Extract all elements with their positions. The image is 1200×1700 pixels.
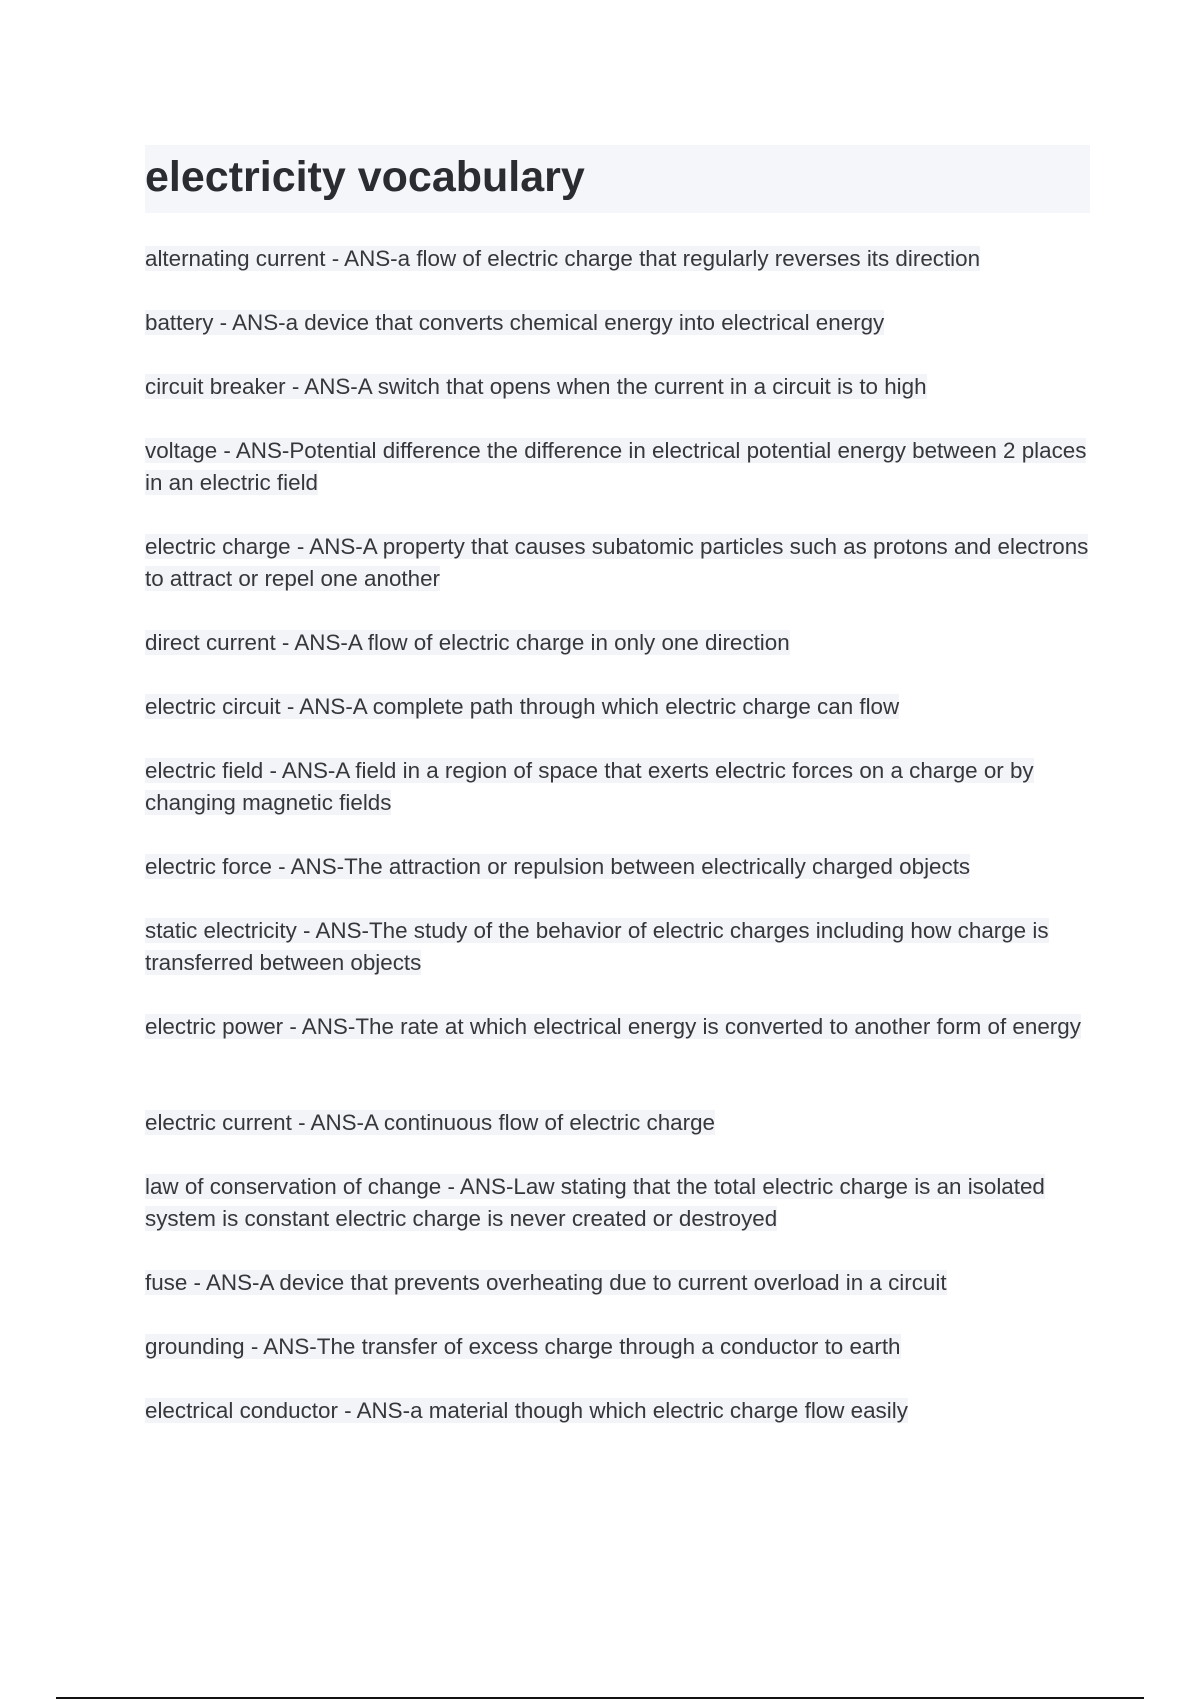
answer-separator: - ANS- <box>441 1174 514 1199</box>
answer-separator: - ANS- <box>337 1398 411 1423</box>
answer-separator: - ANS- <box>290 534 363 559</box>
vocab-entry <box>145 691 1090 723</box>
vocab-entry <box>145 1107 1090 1139</box>
vocab-definition: a device that converts chemical energy into electrical energy <box>285 310 885 335</box>
vocab-entry <box>145 307 1090 339</box>
answer-separator: - ANS- <box>244 1334 317 1359</box>
vocab-definition: A complete path through which electric charge can flow <box>352 694 900 719</box>
vocab-entry <box>145 1395 1090 1427</box>
title-band <box>145 145 1090 213</box>
vocab-definition: A field in a region of space that exerts electric forces on a charge or by changing magnetic fields <box>145 758 1034 815</box>
vocab-entry <box>145 1011 1090 1043</box>
vocab-term: electric power <box>145 1014 284 1039</box>
answer-separator: - ANS- <box>187 1270 260 1295</box>
vocab-term: circuit breaker <box>145 374 286 399</box>
vocab-definition: Potential difference the difference in electrical potential energy between 2 places in an electric field <box>145 438 1087 495</box>
vocab-definition: A switch that opens when the current in a circuit is to high <box>357 374 927 399</box>
vocab-entry <box>145 531 1090 595</box>
vocab-term: electric charge <box>145 534 291 559</box>
answer-separator: - ANS- <box>296 918 369 943</box>
vocab-term: law of conservation of change <box>145 1174 442 1199</box>
vocab-definition: A flow of electric charge in only one direction <box>347 630 790 655</box>
vocab-term: static electricity <box>145 918 297 943</box>
vocab-definition: a material though which electric charge flow easily <box>410 1398 908 1423</box>
vocab-term: fuse <box>145 1270 188 1295</box>
vocab-definition: The transfer of excess charge through a conductor to earth <box>316 1334 901 1359</box>
vocab-entry <box>145 1331 1090 1363</box>
vocab-definition: A continuous flow of electric charge <box>364 1110 715 1135</box>
vocab-definition: The attraction or repulsion between electrically charged objects <box>344 854 971 879</box>
answer-separator: - ANS- <box>325 246 398 271</box>
vocab-definition: Law stating that the total electric charge is an isolated system is constant electric charge is never created or destroyed <box>145 1174 1045 1231</box>
vocab-entry <box>145 435 1090 499</box>
vocab-term: alternating current <box>145 246 326 271</box>
vocab-definition: a flow of electric charge that regularly reverses its direction <box>397 246 981 271</box>
answer-separator: - ANS- <box>217 438 290 463</box>
vocab-term: electric current <box>145 1110 292 1135</box>
vocab-definition: A device that prevents overheating due to current overload in a circuit <box>259 1270 947 1295</box>
answer-separator: - ANS- <box>263 758 336 783</box>
vocab-entry <box>145 1267 1090 1299</box>
vocab-term: electric circuit <box>145 694 281 719</box>
vocab-term: direct current <box>145 630 276 655</box>
vocab-entry <box>145 627 1090 659</box>
vocab-term: voltage <box>145 438 218 463</box>
answer-separator: - ANS- <box>213 310 286 335</box>
answer-separator: - ANS- <box>271 854 345 879</box>
page-title: electricity vocabulary <box>145 153 585 201</box>
vocab-entry <box>145 851 1090 883</box>
vocab-term: battery <box>145 310 214 335</box>
vocab-term: electric force <box>145 854 272 879</box>
vocab-definition: A property that causes subatomic particles such as protons and electrons to attract or repel one another <box>145 534 1089 591</box>
vocab-term: electrical conductor <box>145 1398 338 1423</box>
answer-separator: - ANS- <box>283 1014 356 1039</box>
vocab-definition: The rate at which electrical energy is converted to another form of energy <box>355 1014 1081 1039</box>
vocab-entry <box>145 915 1090 979</box>
vocab-entry <box>145 1171 1090 1235</box>
answer-separator: - ANS- <box>285 374 358 399</box>
footer-divider <box>56 1697 1144 1699</box>
vocab-term: electric field <box>145 758 264 783</box>
answer-separator: - ANS- <box>291 1110 365 1135</box>
vocab-entry <box>145 755 1090 819</box>
vocab-entry <box>145 243 1090 275</box>
vocab-term: grounding <box>145 1334 245 1359</box>
answer-separator: - ANS- <box>280 694 353 719</box>
vocab-definition: The study of the behavior of electric charges including how charge is transferred between objects <box>145 918 1049 975</box>
vocab-entry <box>145 371 1090 403</box>
answer-separator: - ANS- <box>275 630 348 655</box>
